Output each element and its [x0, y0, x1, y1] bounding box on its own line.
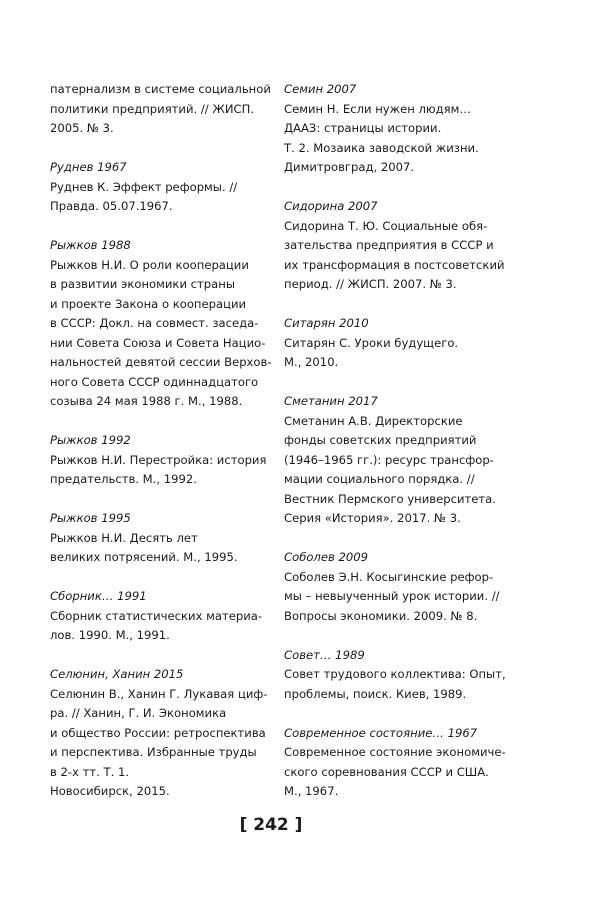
entry-heading: Сметанин 2017 — [284, 394, 378, 408]
entry-heading: Совет… 1989 — [284, 647, 365, 662]
entry-text-line: Сборник статистических материа- — [50, 608, 263, 623]
entry-text-line: Семин Н. Если нужен людям… — [284, 101, 471, 116]
entry-text-line: Современное состояние экономиче- — [284, 745, 506, 759]
entry-text-line: их трансформация в постсоветский — [284, 257, 505, 272]
entry-text-line: патернализм в системе социальной — [50, 82, 271, 96]
bibliography-left-column — [50, 80, 275, 821]
entry-text-line: в 2-х тт. Т. 1. — [50, 764, 130, 779]
entry-text-line: Вопросы экономики. 2009. № 8. — [284, 608, 478, 623]
entry-text-line: политики предприятий. // ЖИСП. — [50, 101, 255, 116]
bibliography-entry — [50, 509, 275, 568]
entry-text-line: М., 1967. — [284, 784, 339, 798]
entry-text-line: Совет трудового коллектива: Опыт, — [284, 667, 506, 681]
entry-text-line: Димитровград, 2007. — [284, 160, 415, 174]
entry-heading: Сборник… 1991 — [50, 589, 147, 603]
entry-text-line: и проекте Закона о кооперации — [50, 296, 247, 311]
bibliography-entry — [284, 724, 574, 802]
entry-text-line: Серия «История». 2017. № 3. — [284, 511, 461, 525]
entry-text-line: Рыжков Н.И. Перестройка: история — [50, 452, 267, 467]
entry-text-line: мы – невыученный урок истории. // — [284, 589, 500, 603]
entry-text-line: ДААЗ: страницы истории. — [284, 121, 442, 135]
entry-text-line: Т. 2. Мозаика заводской жизни. — [284, 140, 479, 155]
bibliography-entry — [284, 646, 574, 705]
bibliography-right-column — [284, 80, 574, 821]
entry-text-line: (1946–1965 гг.): ресурс трансфор- — [284, 452, 494, 467]
entry-text-line: 2005. № 3. — [50, 121, 114, 135]
entry-text-line: зательства предприятия в СССР и — [284, 238, 494, 252]
entry-text-line: ра. // Ханин, Г. И. Экономика — [50, 706, 227, 720]
entry-text-line: Вестник Пермского университета. — [284, 491, 496, 506]
bibliography-entry — [50, 80, 275, 139]
bibliography-entry — [50, 665, 275, 802]
bibliography-entry — [284, 80, 574, 178]
entry-heading: Современное состояние… 1967 — [284, 725, 478, 740]
bibliography-entry — [284, 548, 574, 626]
entry-text-line: Руднев К. Эффект реформы. // — [50, 179, 238, 194]
entry-text-line: ного Совета СССР одиннадцатого — [50, 374, 259, 389]
entry-text-line: великих потрясений. М., 1995. — [50, 550, 238, 564]
entry-text-line: и общество России: ретроспектива — [50, 725, 266, 740]
bibliography-entry — [50, 587, 275, 646]
entry-text-line: фонды советских предприятий — [284, 433, 477, 447]
entry-text-line: Рыжков Н.И. О роли кооперации — [50, 257, 249, 272]
entry-text-line: нальностей девятой сессии Верхов- — [50, 355, 272, 369]
entry-text-line: созыва 24 мая 1988 г. М., 1988. — [50, 394, 243, 408]
bibliography-entry — [50, 158, 275, 217]
entry-text-line: М., 2010. — [284, 355, 339, 369]
entry-text-line: в развитии экономики страны — [50, 277, 235, 291]
entry-text-line: Новосибирск, 2015. — [50, 784, 170, 798]
page-number: [ 242 ] — [239, 815, 303, 835]
entry-text-line: нии Совета Союза и Совета Нацио- — [50, 335, 266, 350]
entry-heading: Соболев 2009 — [284, 550, 368, 564]
bibliography-entry — [50, 236, 275, 412]
entry-heading: Рыжков 1995 — [50, 511, 131, 525]
entry-heading: Руднев 1967 — [50, 160, 127, 174]
bibliography-entry — [284, 314, 574, 373]
entry-heading: Селюнин, Ханин 2015 — [50, 667, 184, 681]
entry-text-line: период. // ЖИСП. 2007. № 3. — [284, 277, 457, 291]
entry-heading: Рыжков 1992 — [50, 433, 131, 447]
entry-heading: Ситарян 2010 — [284, 316, 369, 330]
entry-text-line: и перспектива. Избранные труды — [50, 745, 257, 759]
entry-text-line: Сметанин А.В. Директорские — [284, 413, 463, 428]
entry-text-line: Сидорина Т. Ю. Социальные обя- — [284, 218, 488, 233]
bibliography-entry — [284, 392, 574, 529]
entry-text-line: предательств. М., 1992. — [50, 472, 197, 486]
entry-heading: Семин 2007 — [284, 82, 357, 96]
entry-text-line: Соболев Э.Н. Косыгинские рефор- — [284, 569, 494, 584]
entry-text-line: проблемы, поиск. Киев, 1989. — [284, 686, 467, 701]
entry-text-line: лов. 1990. М., 1991. — [50, 628, 170, 642]
entry-text-line: ского соревнования СССР и США. — [284, 764, 489, 779]
entry-text-line: Рыжков Н.И. Десять лет — [50, 530, 198, 545]
entry-text-line: в СССР: Докл. на совмест. заседа- — [50, 316, 259, 330]
entry-text-line: Ситарян С. Уроки будущего. — [284, 335, 459, 350]
bibliography-entry — [284, 197, 574, 295]
entry-text-line: Селюнин В., Ханин Г. Лукавая циф- — [50, 686, 268, 701]
entry-text-line: мации социального порядка. // — [284, 472, 475, 486]
entry-heading: Сидорина 2007 — [284, 199, 378, 213]
entry-heading: Рыжков 1988 — [50, 238, 131, 252]
bibliography-entry — [50, 431, 275, 490]
entry-text-line: Правда. 05.07.1967. — [50, 199, 173, 213]
